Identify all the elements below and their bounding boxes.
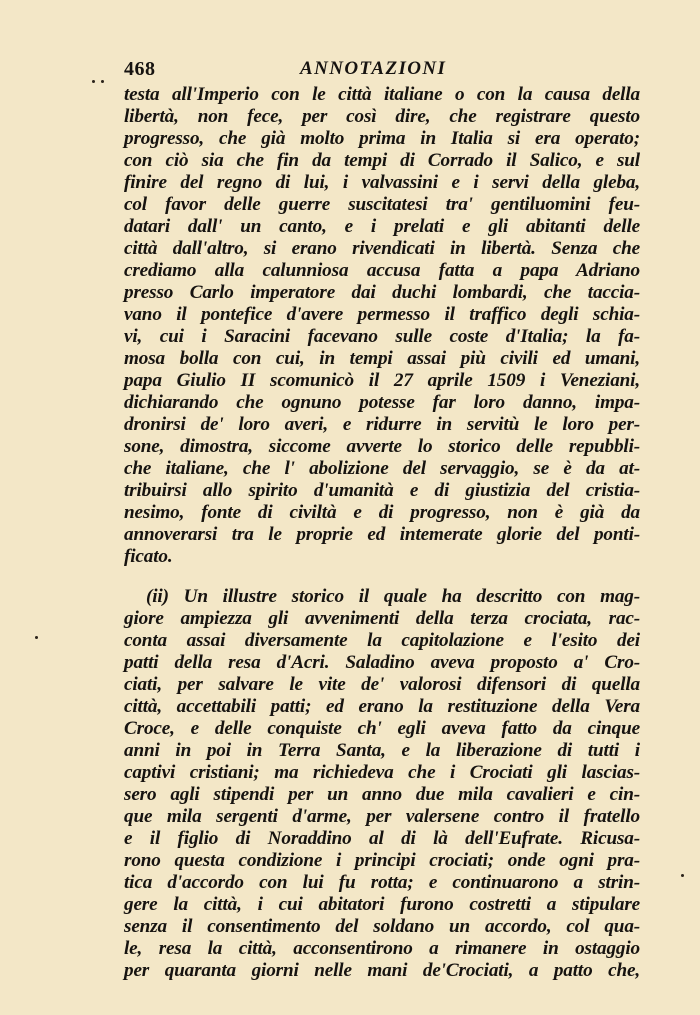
text-line: rono questa condizione i principi crociati; onde ogni pra- [124,850,640,871]
text-line: annoverarsi tra le proprie ed intemerate glorie del ponti- [124,524,640,545]
text-line: libertà, non fece, per così dire, che registrare questo [124,106,640,127]
text-line: senza il consentimento del soldano un accordo, col qua- [124,916,640,937]
text-line: datari dall' un canto, e i prelati e gli abitanti delle [124,216,640,237]
text-line: captivi cristiani; ma richiedeva che i Crociati gli lascias- [124,762,640,783]
print-speck [101,80,104,83]
text-line: tribuirsi allo spirito d'umanità e di giustizia del cristia- [124,480,640,501]
text-line: ciati, per salvare le vite de' valorosi difensori di quella [124,674,640,695]
text-line: sone, dimostra, siccome avverte lo storico delle repubbli- [124,436,640,457]
text-line: città, accettabili patti; ed erano la restituzione della Vera [124,696,640,717]
text-line: que mila sergenti d'arme, per valersene contro il fratello [124,806,640,827]
text-line: gere la città, i cui abitatori furono costretti a stipulare [124,894,640,915]
text-line: sero agli stipendi per un anno due mila cavalieri e cin- [124,784,640,805]
text-line: conta assai diversamente la capitolazione e l'esito dei [124,630,640,651]
text-line: papa Giulio II scomunicò il 27 aprile 1509 i Veneziani, [124,370,640,391]
text-line: che italiane, che l' abolizione del servaggio, se è da at- [124,458,640,479]
text-line: tica d'accordo con lui fu rotta; e continuarono a strin- [124,872,640,893]
print-speck [35,636,38,639]
text-line: anni in poi in Terra Santa, e la liberazione di tutti i [124,740,640,761]
text-line: (ii) Un illustre storico il quale ha descritto con mag- [146,586,640,607]
text-line: progresso, che già molto prima in Italia si era operato; [124,128,640,149]
running-title: ANNOTAZIONI [300,58,447,79]
text-line: e il figlio di Noraddino al di là dell'Eufrate. Ricusa- [124,828,640,849]
text-line: crediamo alla calunniosa accusa fatta a papa Adriano [124,260,640,281]
text-line: nesimo, fonte di civiltà e di progresso, non è già da [124,502,640,523]
text-line: testa all'Imperio con le città italiane o con la causa della [124,84,640,105]
text-line: Croce, e delle conquiste ch' egli aveva fatto da cinque [124,718,640,739]
text-line: dichiarando che ognuno potesse far loro danno, impa- [124,392,640,413]
text-line: ficato. [124,546,173,567]
text-line: vano il pontefice d'avere permesso il traffico degli schia- [124,304,640,325]
page-number: 468 [124,58,156,80]
text-line: patti della resa d'Acri. Saladino aveva proposto a' Cro- [124,652,640,673]
text-line: dronirsi de' loro averi, e ridurre in servitù le loro per- [124,414,640,435]
text-line: con ciò sia che fin da tempi di Corrado il Salico, e sul [124,150,640,171]
text-line: finire del regno di lui, i valvassini e i servi della gleba, [124,172,640,193]
print-speck [92,80,95,83]
text-line: col favor delle guerre suscitatesi tra' gentiluomini feu- [124,194,640,215]
print-speck [681,874,684,877]
text-line: città dall'altro, si erano rivendicati in libertà. Senza che [124,238,640,259]
text-line: mosa bolla con cui, in tempi assai più civili ed umani, [124,348,640,369]
text-line: le, resa la città, acconsentirono a rimanere in ostaggio [124,938,640,959]
text-line: giore ampiezza gli avvenimenti della terza crociata, rac- [124,608,640,629]
text-line: presso Carlo imperatore dai duchi lombardi, che taccia- [124,282,640,303]
text-line: vi, cui i Saracini facevano sulle coste d'Italia; la fa- [124,326,640,347]
text-line: per quaranta giorni nelle mani de'Crociati, a patto che, [124,960,640,981]
